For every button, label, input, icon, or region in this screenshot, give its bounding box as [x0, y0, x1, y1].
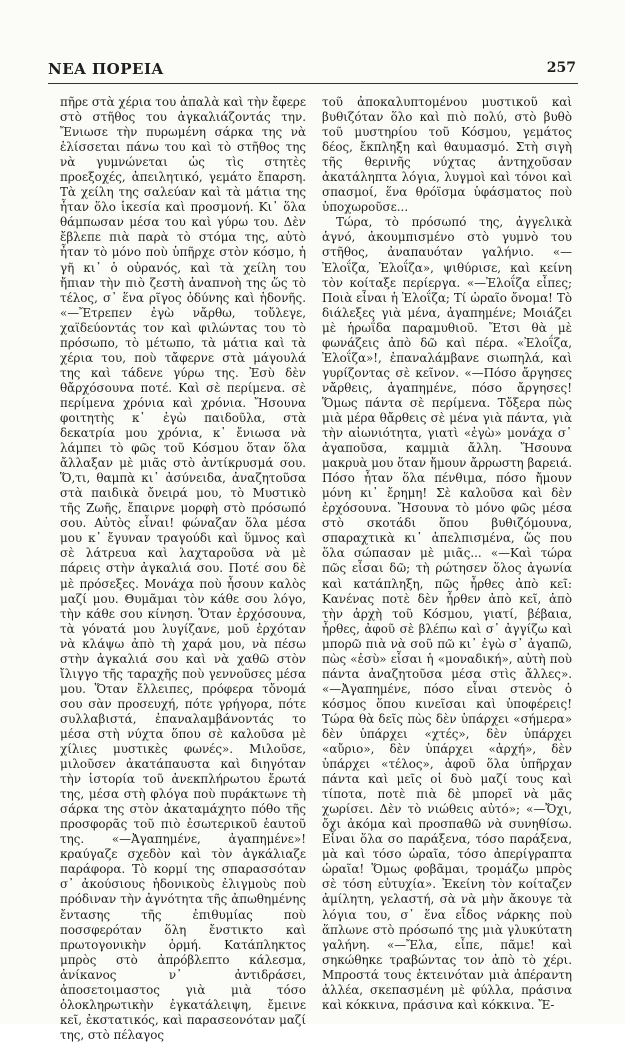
paragraph: τοῦ ἀποκαλυπτομένου μυστικοῦ καὶ βυθιζόταν ὅλο καὶ πιὸ πολύ, στὸ βυθὸ τοῦ μυστηρίου τοῦ Κόσμου, γεμάτος δέος, ἔκπληξη καὶ θαυμασμό. Στὴ σιγὴ τῆς θερινῆς νύχτας ἀντηχοῦσαν ἀκατάληπτα λόγια, λυγμοὶ καὶ τόνοι καὶ σπασμοί, ἕνα θρόϊσμα ὑφάσματος ποὺ ὑποχωροῦσε... [322, 95, 572, 215]
header-rule [48, 83, 578, 84]
running-title: ΝΕΑ ΠΟΡΕΙΑ [48, 60, 164, 78]
page-header [48, 60, 576, 82]
paragraph: πῆρε στὰ χέρια του ἀπαλὰ καὶ τὴν ἔφερε στὸ στῆθος του ἀγκαλιάζοντάς την. Ἔνιωσε τὴν πυρωμένη σάρκα της νὰ ἑλίσσεται πάνω του καὶ τὸ στῆθος της νὰ γυμνώνεται ὡς τὶς στητὲς προεξοχές, ἀπειλητικό, γεμάτο ἔπαρση. Τὰ χείλη της σαλεύαν καὶ τὰ μάτια της ἦταν ὅλο ἱκεσία καὶ προσμονή. Κι᾽ ὅλα θάμπωσαν μέσα του καὶ γύρω του. Δὲν ἔβλεπε πιὰ παρὰ τὸ στόμα της, αὐτὸ ἦταν τὸ μόνο ποὺ ὑπῆρχε στὸν κόσμο, ἡ γῆ κι᾽ ὁ οὐρανός, καὶ τὰ χείλη του ἤπιαν τὴν πιὸ ζεστὴ ἀναπνοὴ της ὥς τὸ τέλος, σ᾽ ἕνα ρῖγος ὀδύνης καὶ ἡδονῆς. «—Ἔτρεπεν ἐγὼ νἄρθω, τοὔλεγε, χαϊδεύοντάς τον καὶ φιλώντας του τὸ πρόσωπο, τὸ μέτωπο, τὰ μάτια καὶ τὰ χέρια του, ποὺ τἄφερνε στὰ μάγουλά της καὶ τάδενε γύρω της. Ἐσὺ δὲν θἄρχόσουνα ποτέ. Καὶ σὲ περίμενα. σὲ περίμενα χρόνια καὶ χρόνια. Ἤσουνα φοιτητὴς κ᾽ ἐγὼ παιδοῦλα, στὰ δεκατρία μου χρόνια, κ᾽ ἔνιωσα νὰ λάμπει τὸ φῶς τοῦ Κόσμου ὅταν ὅλα ἄλλαξαν μὲ μιᾶς στὸ ἀντίκρυσμά σου. Ὅ,τι, θαμπὰ κι᾽ ἀσύνειδα, ἀναζητοῦσα στὰ παιδικὰ ὄνειρά μου, τὸ Μυστικὸ τῆς Ζωῆς, ἔπαιρνε μορφὴ στὸ πρόσωπό σου. Αὐτὸς εἶναι! φώναζαν ὅλα μέσα μου κ᾽ ἔγυναν τραγούδι καὶ ὕμνος καὶ σὲ λάτρευα καὶ λαχταροῦσα νὰ μὲ πάρεις στὴν ἀγκαλιά σου. Ποτέ σου δὲ μὲ πρόσεξες. Μονάχα ποὺ ἦσουν καλὸς μαζί μου. Θυμᾶμαι τὸν κάθε σου λόγο, τὴν κάθε σου κίνηση. Ὅταν ἐρχόσουνα, τὰ γόνατά μου λυγίζανε, μοῦ ἐρχόταν νὰ κλάψω ἀπὸ τὴ χαρά μου, νὰ πέσω στὴν ἀγκαλιά σου καὶ νὰ χαθῶ στὸν ἴλιγγο τῆς ταραχῆς ποὺ γεννοῦσες μέσα μου. Ὅταν ἔλλειπες, πρόφερα τὄνομά σου σὰν προσευχή, πότε γρήγορα, πότε συλλαβιστά, ἐπαναλαμβάνοντάς το μέσα στὴ νύχτα ὅπου σὲ καλοῦσα μὲ χίλιες μυστικὲς φωνές». Μιλοῦσε, μιλοῦσεν ἀκατάπαυστα καὶ διηγόταν τὴν ἱστορία τοῦ ἀνεκπλήρωτου ἔρωτά της, μέσα στὴ φλόγα ποὺ πυράκτωνε τὴ σάρκα της στὸν ἀκαταμάχητο πόθο τῆς προσφορᾶς τοῦ πιὸ ἐσωτερικοῦ ἑαυτοῦ της. «—Ἀγαπημένε, ἀγαπημένε»! κραύγαζε σχεδὸν καὶ τὸν ἀγκάλιαζε παράφορα. Τὸ κορμί της σπαρασσόταν σ᾽ ἀκούσιους ἡδονικοὺς ἐλιγμοὺς ποὺ πρόδιναν τὴν ἀγνότητα τῆς ἀπωθημένης ἔντασης τῆς ἐπιθυμίας ποὺ ποσσφερόταν ὅλη ἔνστικτο καὶ πρωτογονικὴν ὁρμή. Κατάπληκτος μπρὸς στὸ ἀπρόβλεπτο κάλεσμα, ἀνίκανος ν᾽ ἀντιδράσει, ἀποσετοιμαστος γιὰ μιὰ τόσο ὁλοκληρωτικὴν ἐγκατάλειψη, ἔμεινε κεῖ, ἐκστατικός, καὶ παρασεονόταν μαζί της, στὸ πέλαγος [60, 95, 306, 1042]
right-column [322, 95, 572, 1013]
left-column [60, 95, 306, 1043]
paragraph: Τώρα, τὸ πρόσωπό της, ἀγγελικὰ ἁγνό, ἀκουμπισμένο στὸ γυμνὸ του στῆθος, ἀναπαυόταν γαλήνιο. «—Ἐλοΐζα, Ἐλοΐζα», ψιθύρισε, καὶ κείνη τὸν κοίταξε περίεργα. «—Ἐλοΐζα εἶπες; Ποιὰ εἶναι ἡ Ἐλοΐζα; Τί ὡραῖο ὄνομα! Τὸ διάλεξες γιὰ μένα, ἀγαπημένε; Μοιάζει μὲ ἡρωΐδα παραμυθιοῦ. Ἔτσι θὰ μὲ φωνάζεις ἀπὸ δῶ καὶ πέρα. «Ἐλοΐζα, Ἐλοΐζα»!, ἐπαναλάμβανε σιωπηλά, καὶ γυρίζοντας σὲ κεῖνον. «—Πόσο ἄργησες νἄρθεις, ἀγαπημένε, πόσο ἄργησες! Ὅμως πάντα σὲ περίμενα. Τὄξερα πὼς μιὰ μέρα θἄρθεις σὲ μένα γιὰ πάντα, γιὰ τὴν αἰωνιότητα, γιατὶ «ἐγὼ» μονάχα σ᾽ ἀγαποῦσα, καμμιὰ ἄλλη. Ἤσουνα μακρυὰ μου ὅταν ἤμουν ἄρρωστη βαρειά. Πόσο ἦταν ὅλα πένθιμα, πόσο ἤμουν μόνη κι᾽ ἔρημη! Σὲ καλοῦσα καὶ δὲν ἐρχόσουνα. Ἤσουνα τὸ μόνο φῶς μέσα στὸ σκοτάδι ὅπου βυθιζόμουνα, σπαραχτικὰ κι᾽ ἀπελπισμένα, ὥς που ὅλα σώπασαν μὲ μιᾶς... «—Καὶ τώρα πῶς εἶσαι δῶ; τὴ ρώτησεν ὅλος ἀγωνία καὶ κατάπληξη, πῶς ἦρθες ἀπὸ κεῖ: Κανένας ποτὲ δὲν ἦρθεν ἀπὸ κεῖ, ἀπὸ τὴν ἀρχὴ τοῦ Κόσμου, γιατί, βέβαια, ἦρθες, ἀφοῦ σὲ βλέπω καὶ σ᾽ ἀγγίζω καὶ μπορῶ πιὰ νὰ σοῦ πῶ κι᾽ ἐγὼ σ᾽ ἀγαπῶ, πὼς «ἐσὺ» εἶσαι ἡ «μοναδική», αὐτὴ ποὺ πάντα ἀναζητοῦσα μέσα στὶς ἄλλες». «—Ἀγαπημένε, πόσο εἶναι στενὸς ὁ κόσμος ὅπου κινεῖσαι καὶ ὑποφέρεις! Τώρα θὰ δεῖς πὼς δὲν ὑπάρχει «σήμερα» δὲν ὑπάρχει «χτές», δὲν ὑπάρχει «αὔριο», δὲν ὑπάρχει «ἀρχή», δὲν ὑπάρχει «τέλος», ἀφοῦ ὅλα ὑπῆρχαν πάντα καὶ μεῖς οἱ δυὸ μαζί τους καὶ τίποτα, ποτὲ πιὰ δὲ μπορεῖ νὰ μᾶς χωρίσει. Δὲν τὸ νιώθεις αὐτό»; «—Ὄχι, ὄχι ἀκόμα καὶ προσπαθῶ νὰ συνηθίσω. Εἶναι ὅλα σο παράξενα, τόσο παράξενα, μὰ καὶ τόσο ὡραῖα, τόσο ἀπερίγραπτα ὡραῖα! Ὅμως φοβᾶμαι, τρομάζω μπρὸς σὲ τόση εὐτυχία». Ἐκείνη τὸν κοίταζεν ἀμίλητη, γελαστή, σὰ νὰ μὴν ἄκουγε τὰ λόγια του, σ᾽ ἕνα εἶδος νάρκης ποὺ ἅπλωνε στὸ πρόσωπό της μιὰ γλυκύτατη γαλήνη. «—Ἔλα, εἶπε, πᾶμε! καὶ σηκώθηκε τραβώντας τον ἀπὸ τὸ χέρι. Μπροστά τους ἐκτεινόταν μιὰ ἀπέραντη ἀλλέα, σκεπασμένη μὲ φύλλα, πράσινα καὶ κόκκινα, πράσινα καὶ κόκκινα. Ἔ- [322, 215, 572, 1012]
page-number: 257 [546, 60, 576, 76]
